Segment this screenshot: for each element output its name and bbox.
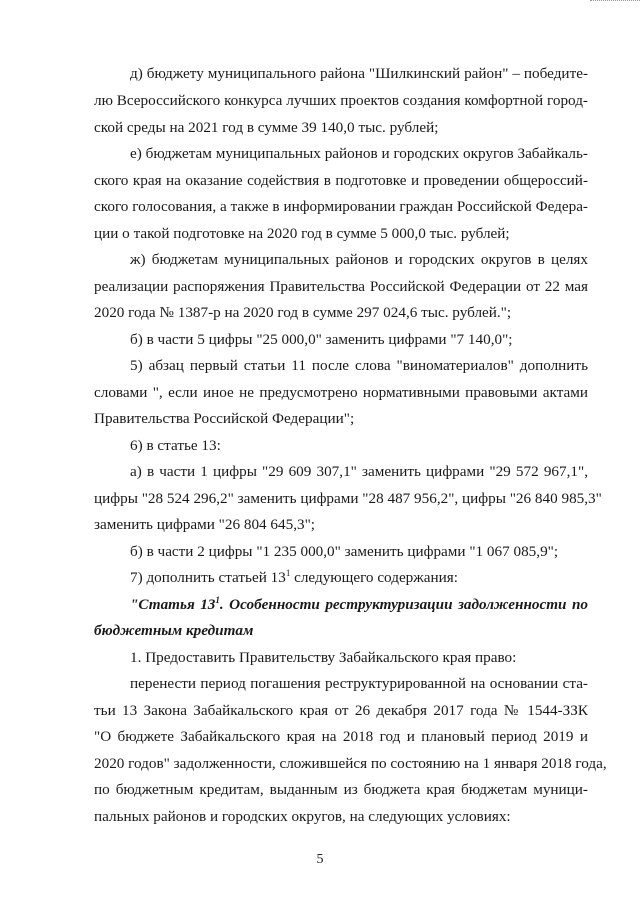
article-heading-superscript: 1 bbox=[215, 594, 220, 605]
paragraph-d-line-2: лю Всероссийского конкурса лучших проектов создания комфортной город- bbox=[94, 92, 588, 109]
paragraph-e-line-3: ского голосования, а также в информировании граждан Российской Федера- bbox=[94, 198, 588, 215]
scan-corner-mark bbox=[590, 0, 640, 5]
clause-1-text-line-3: "О бюджете Забайкальского края на 2018 год и плановый период 2019 и bbox=[94, 728, 588, 745]
paragraph-e-line-1: е) бюджетам муниципальных районов и городских округов Забайкаль- bbox=[130, 145, 588, 162]
paragraph-e-line-4: ции о такой подготовке на 2020 год в сумме 5 000,0 тыс. рублей; bbox=[94, 225, 510, 242]
clause-1-text-line-5: по бюджетным кредитам, выданным из бюджета края бюджетам муници- bbox=[94, 781, 588, 798]
paragraph-zh-line-1: ж) бюджетам муниципальных районов и городских округов в целях bbox=[130, 251, 588, 268]
article-heading-text: "Статья 13 bbox=[130, 596, 216, 613]
paragraph-a-line-2: цифры "28 524 296,2" заменить цифрами "28 487 956,2", цифры "26 840 985,3" bbox=[94, 490, 602, 507]
paragraph-b-part5: б) в части 5 цифры "25 000,0" заменить цифрами "7 140,0"; bbox=[130, 331, 513, 348]
paragraph-zh-line-3: 2020 года № 1387-р на 2020 год в сумме 297 024,6 тыс. рублей."; bbox=[94, 304, 512, 321]
paragraph-e-line-2: ского края на оказание содействия в подготовке и проведении общероссий- bbox=[94, 172, 588, 189]
clause-1-text-line-6: пальных районов и городских округов, на следующих условиях: bbox=[94, 808, 511, 825]
article-heading-line-2: бюджетным кредитам bbox=[94, 622, 254, 639]
paragraph-a-line-3: заменить цифрами "26 804 645,3"; bbox=[94, 516, 316, 533]
clause-1: 1. Предоставить Правительству Забайкальского края право: bbox=[130, 649, 517, 666]
paragraph-7-text-end: следующего содержания: bbox=[290, 569, 458, 586]
paragraph-a-line-1: а) в части 1 цифры "29 609 307,1" заменить цифрами "29 572 967,1", bbox=[130, 463, 588, 480]
paragraph-zh-line-2: реализации распоряжения Правительства Российской Федерации от 22 мая bbox=[94, 278, 588, 295]
clause-1-text-line-4: 2020 годов" задолженности, сложившейся по состоянию на 1 января 2018 года, bbox=[94, 755, 607, 772]
paragraph-7-superscript: 1 bbox=[285, 567, 291, 578]
paragraph-5-line-2: словами ", если иное не предусмотрено нормативными правовыми актами bbox=[94, 384, 588, 401]
paragraph-d-line-1: д) бюджету муниципального района "Шилкинский район" – победите- bbox=[130, 65, 588, 82]
paragraph-6: 6) в статье 13: bbox=[130, 437, 221, 454]
paragraph-5-line-3: Правительства Российской Федерации"; bbox=[94, 410, 355, 427]
clause-1-text-line-2: тьи 13 Закона Забайкальского края от 26 декабря 2017 года № 1544-ЗЗК bbox=[94, 702, 588, 719]
paragraph-7 bbox=[130, 568, 588, 588]
clause-1-text-line-1: перенести период погашения реструктурированной на основании ста- bbox=[130, 675, 588, 692]
paragraph-5-line-1: 5) абзац первый статьи 11 после слова "виноматериалов" дополнить bbox=[130, 357, 588, 374]
page-number: 5 bbox=[316, 852, 324, 867]
article-heading-text-end: . Особенности реструктуризации задолженности по bbox=[219, 596, 588, 613]
paragraph-7-text: 7) дополнить статьей 13 bbox=[130, 569, 286, 586]
paragraph-d-line-3: ской среды на 2021 год в сумме 39 140,0 тыс. рублей; bbox=[94, 119, 439, 136]
paragraph-b-part2: б) в части 2 цифры "1 235 000,0" заменить цифрами "1 067 085,9"; bbox=[130, 543, 559, 560]
article-heading-line-1 bbox=[130, 595, 588, 615]
